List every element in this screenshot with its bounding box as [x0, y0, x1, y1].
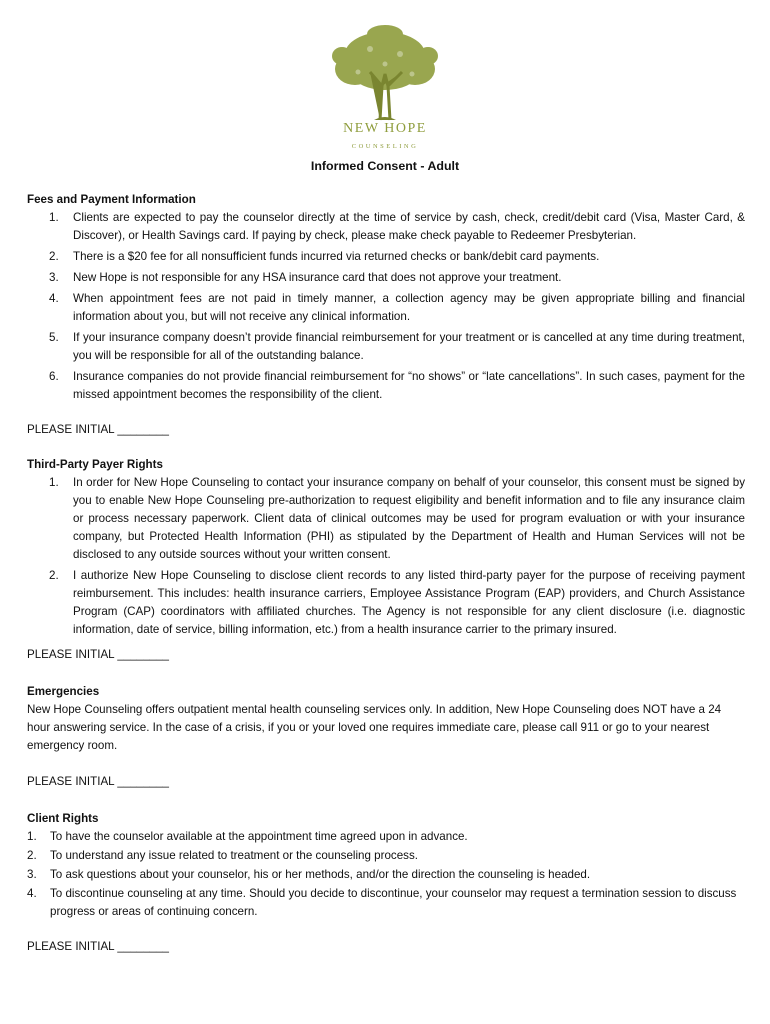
list-item: 2. There is a $20 fee for all nonsufficient funds incurred via returned checks or bank/debit card payments. [49, 250, 600, 263]
list-item: 5. If your insurance company doesn’t provide financial reimbursement for your treatment or is cancelled at any time during treatment, you will be responsible for all of the outstanding balance. [49, 331, 745, 362]
list-item: 2. To understand any issue related to treatment or the counseling process. [27, 849, 418, 862]
emergencies-text: New Hope Counseling offers outpatient mental health counseling services only. In addition, New Hope Counseling does NOT have a 24 hour answering service. In the case of a crisis, if you or your loved one requires immediate care, please call 911 or go to your nearest emergency room. [27, 703, 722, 752]
document-title: Informed Consent - Adult [310, 159, 460, 173]
third-party-initial-line[interactable]: PLEASE INITIAL ________ [27, 648, 170, 661]
list-item: 1. Clients are expected to pay the counselor directly at the time of service by cash, check, credit/debit card (Visa, Master Card, & Discover), or Health Savings card. If paying by check, please make check payable to Redeemer Presbyterian. [49, 211, 745, 242]
list-item: 4. When appointment fees are not paid in timely manner, a collection agency may be given appropriate billing and financial information about you, but will not receive any clinical information. [49, 292, 745, 323]
list-item: 1. In order for New Hope Counseling to contact your insurance company on behalf of your counselor, this consent must be signed by you to enable New Hope Counseling pre-authorization to request eligibility and benefit information and to file any insurance claim or process necessary paperwork. Client data of clinical outcomes may be used for program evaluation or with your insurance company, but Protected Health Information (PHI) as stipulated by the Department of Health and Human Services will not be disclosed to any outside sources without your written consent. [49, 476, 745, 561]
logo-tagline: COUNSELING [351, 143, 419, 150]
list-item: 2. I authorize New Hope Counseling to disclose client records to any listed third-party payer for the purpose of receiving payment reimbursement. This includes: health insurance carriers, Employee Assistance Program (EAP) providers, and Church Assistance Program (CAP) coordinators with affiliated churches. The Agency is not responsible for any client disclosure (i.e. diagnostic information, date of service, billing information, etc.) from a health insurance carrier to the primary insured. [49, 569, 745, 636]
list-item: 3. New Hope is not responsible for any HSA insurance card that does not approve your treatment. [49, 271, 562, 284]
document-body [27, 191, 745, 956]
fees-initial-line[interactable]: PLEASE INITIAL ________ [27, 423, 170, 436]
client-rights-initial-line[interactable]: PLEASE INITIAL ________ [27, 940, 170, 953]
third-party-heading: Third-Party Payer Rights [27, 458, 163, 471]
emergencies-heading: Emergencies [27, 685, 100, 698]
list-item: 6. Insurance companies do not provide financial reimbursement for “no shows” or “late cancellations”. In such cases, payment for the missed appointment becomes the responsibility of the client. [49, 370, 745, 401]
list-item: 4. To discontinue counseling at any time. Should you decide to discontinue, your counselor may request a termination session to discuss progress or areas of continuing concern. [27, 887, 737, 918]
list-item: 3. To ask questions about your counselor, his or her methods, and/or the direction the counseling is headed. [27, 868, 591, 881]
fees-heading: Fees and Payment Information [27, 193, 196, 206]
list-item: 1. To have the counselor available at the appointment time agreed upon in advance. [27, 830, 468, 843]
fees-list [27, 209, 745, 404]
client-rights-list [27, 828, 745, 921]
emergencies-initial-line[interactable]: PLEASE INITIAL ________ [27, 775, 170, 788]
client-rights-heading: Client Rights [27, 812, 99, 825]
third-party-list [27, 474, 745, 639]
logo-name: NEW HOPE [343, 121, 427, 136]
